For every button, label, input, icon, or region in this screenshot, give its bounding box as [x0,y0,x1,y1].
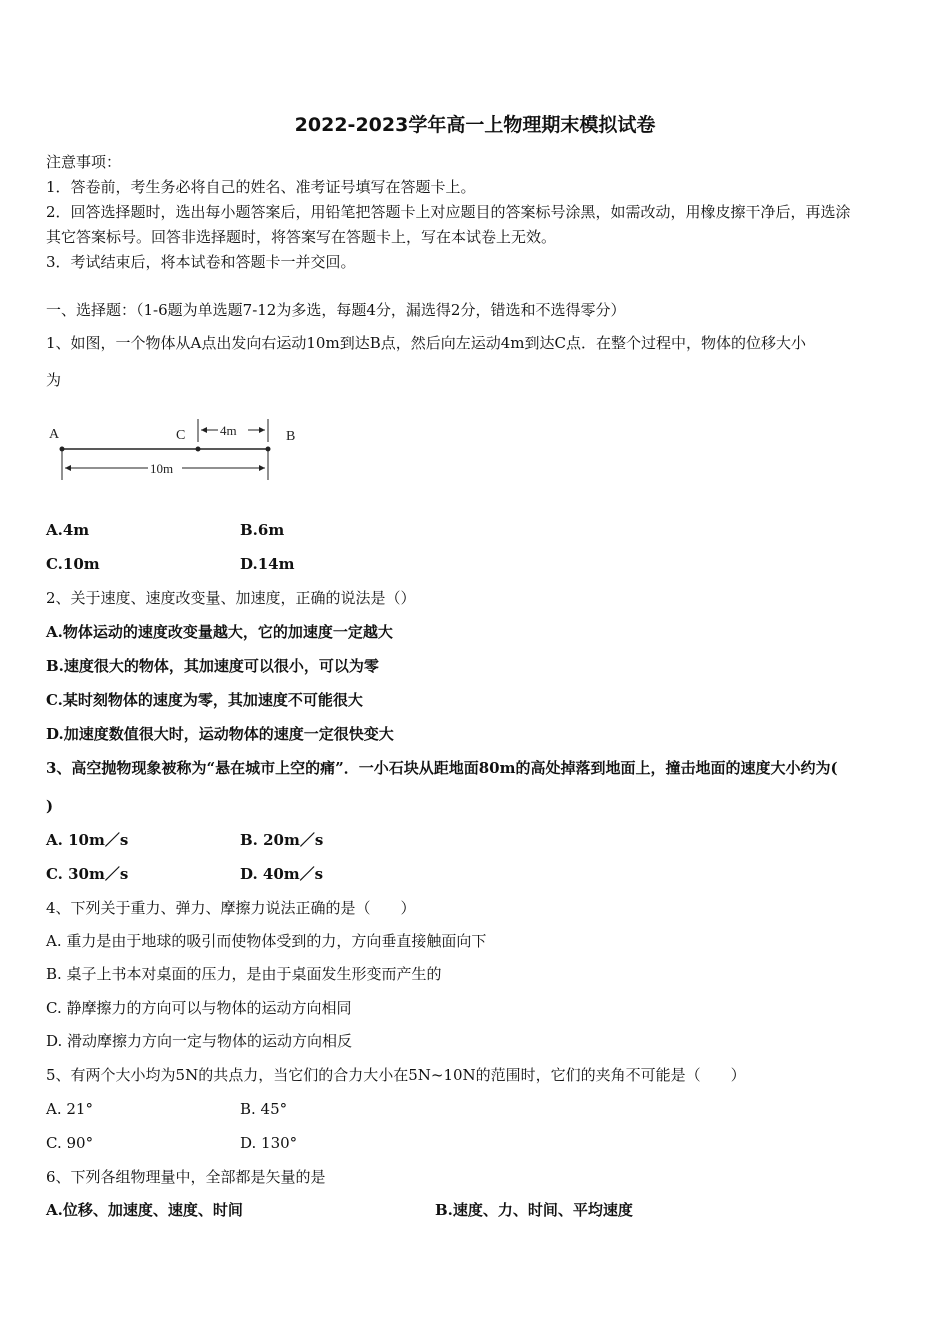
q1-stem-line-2: 为 [46,371,62,389]
notice-item-3: 3．考试结束后，将本试卷和答题卡一并交回。 [46,253,356,271]
point-b-label: B [286,429,296,444]
q4-option-a: A. 重力是由于地球的吸引而使物体受到的力，方向垂直接触面向下 [46,932,487,950]
q1-stem-line-1: 1、如图，一个物体从A点出发向右运动10m到达B点，然后向左运动4m到达C点．在整个过程中，物体的位移大小 [46,334,806,352]
q6-stem: 6、下列各组物理量中，全部都是矢量的是 [46,1168,326,1186]
q6-option-a: A.位移、加速度、速度、时间 [46,1201,243,1219]
q2-option-a: A.物体运动的速度改变量越大，它的加速度一定越大 [46,623,393,641]
cb-length-label: 4m [220,423,237,438]
q3-option-d: D. 40m／s [240,865,324,883]
q4-option-c: C. 静摩擦力的方向可以与物体的运动方向相同 [46,999,352,1017]
point-a-dot [60,447,65,452]
q2-stem: 2、关于速度、速度改变量、加速度，正确的说法是（） [46,589,416,607]
notice-heading: 注意事项： [46,153,122,171]
ab-length-label: 10m [150,461,174,476]
page-title: 2022-2023学年高一上物理期末模拟试卷 [294,114,656,136]
q5-stem: 5、有两个大小均为5N的共点力，当它们的合力大小在5N~10N的范围时，它们的夹角不可能是（ ） [46,1066,746,1084]
q3-stem-line-2: ) [46,797,54,815]
q5-option-a: A. 21° [46,1100,93,1118]
q3-stem-line-1: 3、高空抛物现象被称为“悬在城市上空的痛”．一小石块从距地面80m的高处掉落到地面上，撞击地面的速度大小约为( [46,759,838,777]
section-heading: 一、选择题：（1-6题为单选题7-12为多选，每题4分，漏选得2分，错选和不选得零分） [46,301,626,319]
q2-option-d: D.加速度数值很大时，运动物体的速度一定很快变大 [46,725,394,743]
q4-option-d: D. 滑动摩擦力方向一定与物体的运动方向相反 [46,1032,353,1050]
q2-option-c: C.某时刻物体的速度为零，其加速度不可能很大 [46,691,363,709]
q5-option-d: D. 130° [240,1134,298,1152]
q3-option-c: C. 30m／s [46,865,129,883]
notice-item-1: 1．答卷前，考生务必将自己的姓名、准考证号填写在答题卡上。 [46,178,476,196]
q5-option-c: C. 90° [46,1134,94,1152]
q1-displacement-diagram [44,414,314,490]
q6-option-b: B.速度、力、时间、平均速度 [435,1201,633,1219]
q3-option-b: B. 20m／s [240,831,324,849]
notice-item-2-line-2: 其它答案标号。回答非选择题时，将答案写在答题卡上，写在本试卷上无效。 [46,228,557,246]
point-c-label: C [176,428,186,443]
q2-option-b: B.速度很大的物体，其加速度可以很小，可以为零 [46,657,379,675]
point-c-dot [196,447,201,452]
q3-option-a: A. 10m／s [46,831,129,849]
q1-option-c: C.10m [46,555,100,573]
q1-option-d: D.14m [240,555,295,573]
notice-item-2-line-1: 2．回答选择题时，选出每小题答案后，用铅笔把答题卡上对应题目的答案标号涂黑，如需改动，用橡皮擦干净后，再选涂 [46,203,851,221]
q4-stem: 4、下列关于重力、弹力、摩擦力说法正确的是（ ） [46,899,416,917]
q1-option-a: A.4m [46,521,90,539]
point-a-label: A [49,427,60,442]
q1-option-b: B.6m [240,521,285,539]
point-b-dot [266,447,271,452]
q5-option-b: B. 45° [240,1100,288,1118]
q4-option-b: B. 桌子上书本对桌面的压力，是由于桌面发生形变而产生的 [46,965,442,983]
